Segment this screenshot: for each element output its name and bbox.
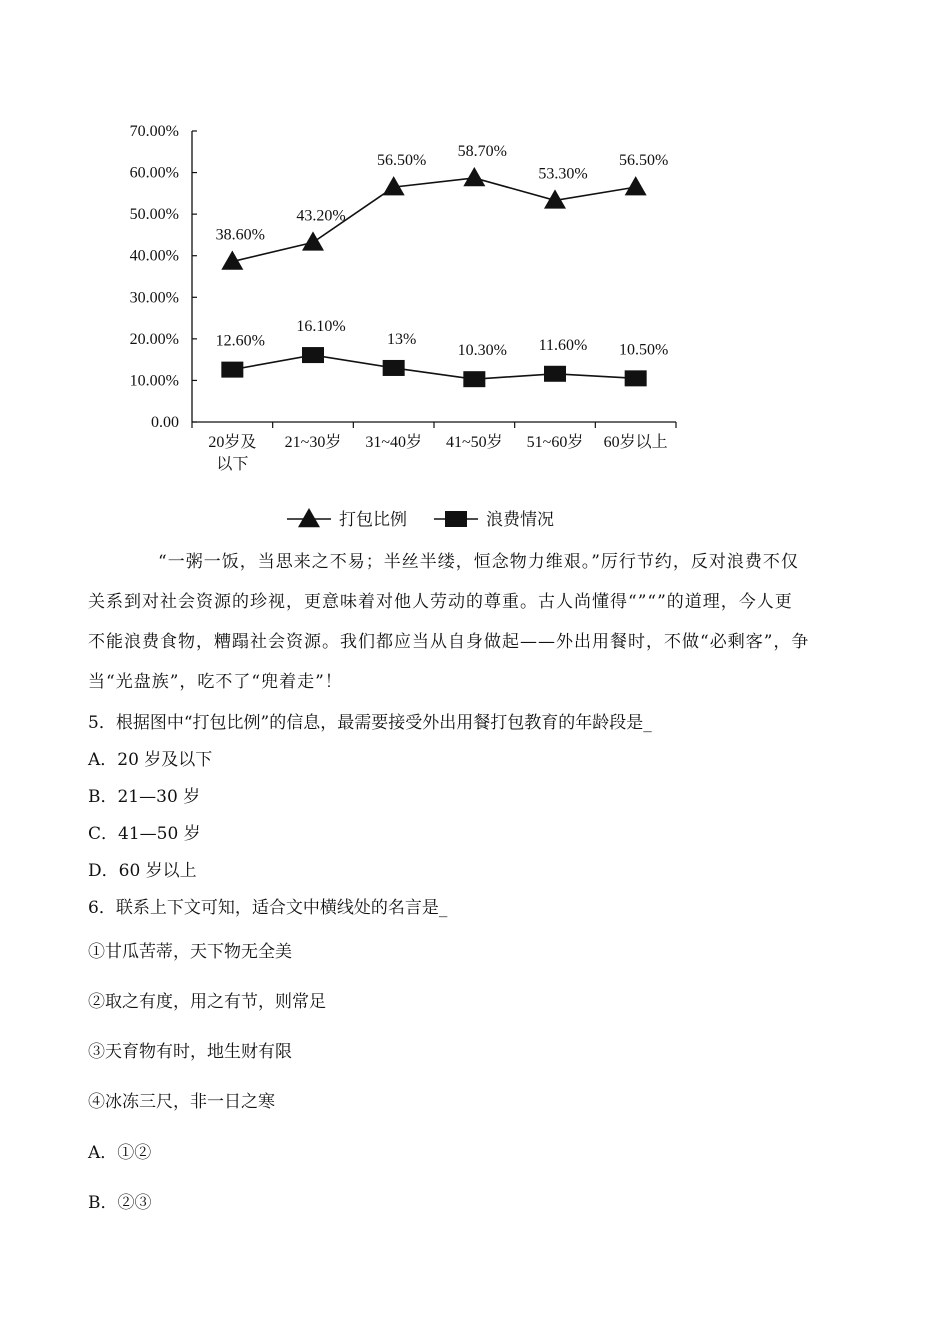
x-tick-label: 21~30岁 [284, 434, 342, 451]
pack-rate-line [232, 178, 635, 262]
x-tick-label: 31~40岁 [365, 434, 423, 451]
passage-line-4: 当“光盘族”，吃不了“兜着走”！ [88, 672, 343, 692]
passage-line-1: “一粥一饭，当思来之不易；半丝半缕，恒念物力维艰。”厉行节约，反对浪费不仅 [158, 552, 799, 572]
question-5-option-a: A．20 岁及以下 [88, 750, 213, 770]
x-axis [192, 422, 676, 473]
question-6-option-a: A．①② [88, 1143, 152, 1163]
pack-rate-marker [463, 167, 485, 186]
x-tick-label: 20岁及 [208, 434, 257, 451]
question-6-quote-1: ①甘瓜苦蒂，天下物无全美 [88, 942, 292, 962]
waste-rate-marker [221, 362, 243, 378]
y-tick-label: 20.00% [129, 330, 179, 348]
x-tick-label: 60岁以上 [603, 434, 668, 451]
line-chart [0, 0, 950, 545]
question-6-quote-2: ②取之有度，用之有节，则常足 [88, 992, 326, 1012]
waste-rate-marker [463, 371, 485, 387]
x-tick-label: 以下 [216, 456, 249, 473]
waste-rate-marker [625, 370, 647, 386]
pack-rate-marker [625, 176, 647, 195]
legend-waste-rate-marker [445, 511, 467, 527]
waste-rate-line [232, 355, 635, 379]
question-5-option-d: D．60 岁以上 [88, 861, 197, 881]
y-axis [130, 123, 197, 431]
y-tick-label: 60.00% [129, 164, 179, 182]
data-label: 58.70% [457, 142, 507, 160]
x-tick-label: 51~60岁 [526, 434, 584, 451]
passage-line-2: 关系到对社会资源的珍视，更意味着对他人劳动的尊重。古人尚懂得“”“”的道理，今人更 [88, 592, 793, 612]
y-tick-label: 70.00% [129, 123, 179, 140]
data-label: 13% [387, 330, 417, 348]
chart-legend [287, 508, 554, 529]
legend-pack-rate-marker [298, 508, 320, 527]
y-tick-label: 30.00% [129, 289, 179, 307]
question-6-quote-3: ③天育物有时，地生财有限 [88, 1042, 292, 1062]
series-layer [216, 143, 669, 387]
question-5-option-b: B．21—30 岁 [88, 787, 201, 807]
waste-rate-marker [544, 366, 566, 382]
question-6-quote-4: ④冰冻三尺，非一日之寒 [88, 1092, 275, 1112]
data-label: 56.50% [619, 152, 669, 170]
data-label: 16.10% [296, 318, 346, 336]
data-label: 43.20% [296, 207, 346, 225]
y-tick-label: 10.00% [129, 372, 179, 390]
x-tick-label: 41~50岁 [445, 434, 503, 451]
waste-rate-marker [302, 347, 324, 363]
question-5-stem: 5．根据图中“打包比例”的信息，最需要接受外出用餐打包教育的年龄段是_ [88, 713, 652, 733]
legend-pack-rate-label: 打包比例 [339, 510, 407, 529]
data-label: 12.60% [215, 332, 265, 350]
question-6-option-b: B．②③ [88, 1193, 152, 1213]
data-label: 11.60% [538, 336, 588, 354]
waste-rate-marker [383, 360, 405, 376]
pack-rate-marker [302, 231, 324, 250]
data-label: 56.50% [377, 152, 427, 170]
data-label: 53.30% [538, 165, 588, 183]
y-tick-label: 40.00% [129, 247, 179, 265]
passage [88, 542, 864, 702]
legend-waste-rate-label: 浪费情况 [486, 510, 554, 529]
y-tick-label: 50.00% [129, 206, 179, 224]
data-label: 10.30% [457, 342, 507, 360]
question-6-stem: 6．联系上下文可知，适合文中横线处的名言是_ [88, 898, 448, 918]
data-label: 10.50% [619, 341, 669, 359]
y-tick-label: 0.00 [151, 414, 179, 431]
question-5-option-c: C．41—50 岁 [88, 824, 201, 844]
data-label: 38.60% [215, 226, 265, 244]
passage-line-3: 不能浪费食物，糟蹋社会资源。我们都应当从自身做起——外出用餐时，不做“必剩客”，争 [88, 632, 810, 652]
